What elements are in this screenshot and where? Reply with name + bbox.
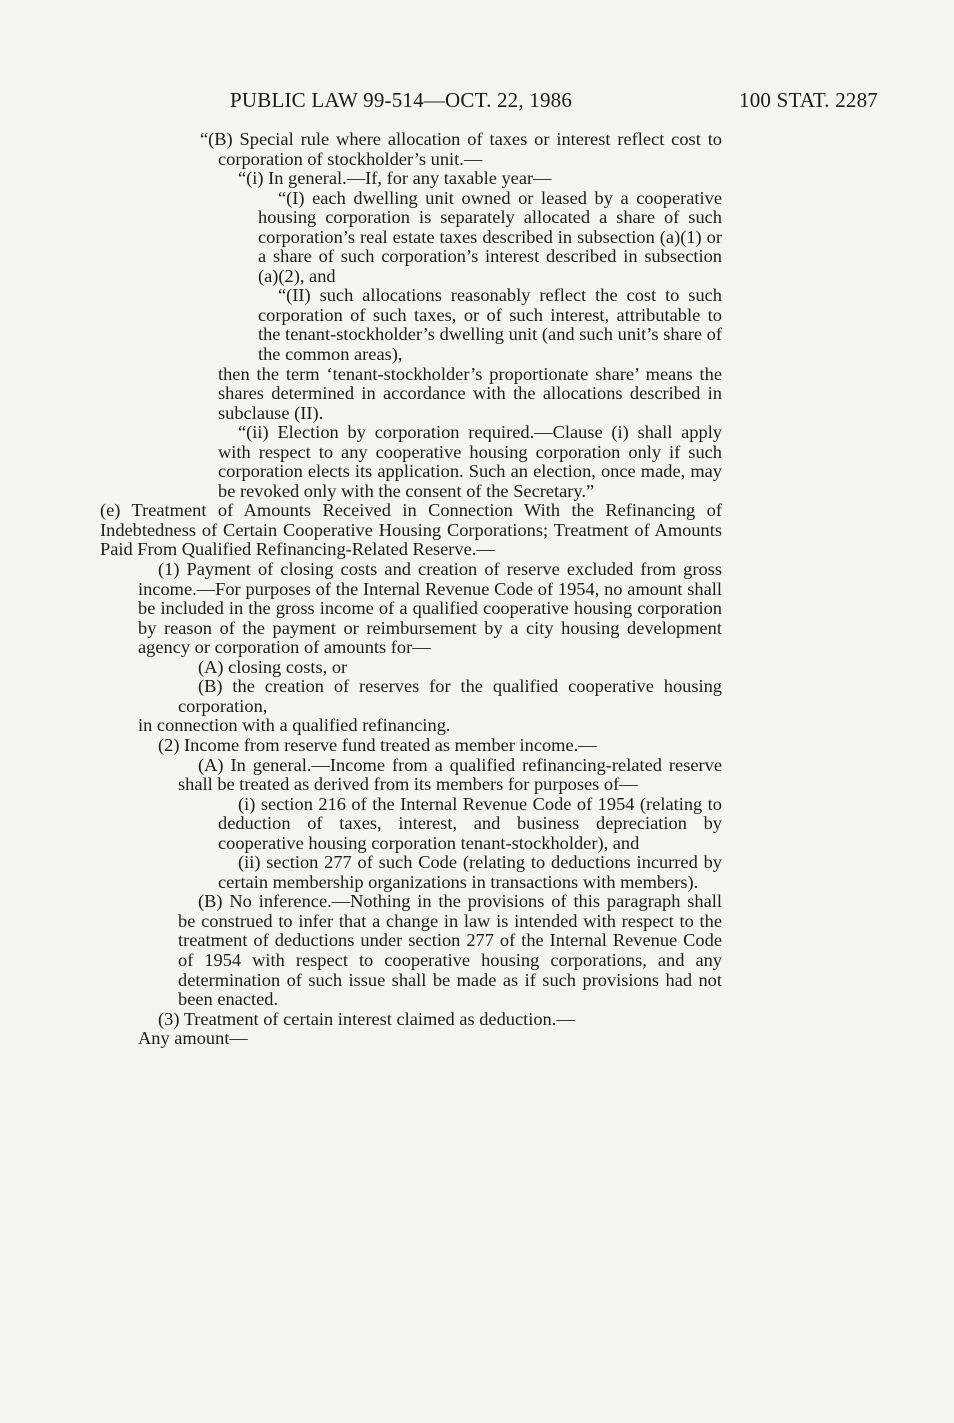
paragraph-3-heading: [100, 1010, 722, 1030]
header-stat-page: 100 STAT. 2287: [739, 88, 878, 112]
para-text: (ii) section 277 of such Code (relating to deductions incurred by certain membership organizations in transactions with members).: [218, 852, 722, 892]
para-text: (i) section 216 of the Internal Revenue Code of 1954 (relating to deduction of taxes, interest, and business depreciation by cooperative housing corporation tenant-stockholder), and: [218, 793, 722, 853]
statute-text: [100, 130, 722, 1049]
subsection-e-heading: [100, 501, 722, 560]
para-text: then the term ‘tenant-stockholder’s proportionate share’ means the shares determined in accordance with the allocations described in subclause (II).: [218, 363, 722, 423]
paragraph-2-B: [100, 892, 722, 1009]
para-text: “(II) such allocations reasonably reflect the cost to such corporation of such taxes, or of such interest, attributable to the tenant-stockholder’s dwelling unit (and such unit’s share of the common areas),: [258, 285, 722, 365]
para-text: (1) Payment of closing costs and creation of reserve excluded from gross income.—For purposes of the Internal Revenue Code of 1954, no amount shall be included in the gross income of a qualified cooperative housing corporation by reason of the payment or reimbursement by a city housing development agency or corporation of amounts for—: [138, 559, 722, 658]
paragraph-1-B: [100, 677, 722, 716]
paragraph-2-A-i: [100, 795, 722, 854]
para-text: in connection with a qualified refinancing.: [138, 715, 451, 736]
para-text: “(B) Special rule where allocation of taxes or interest reflect cost to corporation of stockholder’s unit.—: [200, 129, 722, 169]
paragraph-1-flush: [100, 716, 722, 736]
subparagraph-b-heading: [100, 130, 722, 169]
para-text: Any amount—: [138, 1028, 248, 1049]
para-text: (B) the creation of reserves for the qualified cooperative housing corporation,: [178, 676, 722, 716]
header-citation: PUBLIC LAW 99-514—OCT. 22, 1986: [230, 88, 573, 112]
subclause-II: [100, 286, 722, 364]
para-text: (A) In general.—Income from a qualified refinancing-related reserve shall be treated as derived from its members for purposes of—: [178, 754, 722, 795]
para-text: “(I) each dwelling unit owned or leased by a cooperative housing corporation is separately allocated a share of such corporation’s real estate taxes described in subsection (a)(1) or a share of such corporation’s interest described in subsection (a)(2), and: [258, 187, 722, 286]
para-text: (3) Treatment of certain interest claimed as deduction.—: [158, 1008, 575, 1029]
para-text: (B) No inference.—Nothing in the provisions of this paragraph shall be construed to infer that a change in law is intended with respect to the treatment of deductions under section 277 of the Internal Revenue Code of 1954 with respect to cooperative housing corporations, and any determination of such issue shall be made as if such provisions had not been enacted.: [178, 891, 722, 1010]
paragraph-3-lead: [100, 1029, 722, 1049]
clause-ii: [100, 423, 722, 501]
paragraph-1-A: [100, 658, 722, 678]
para-text: “(i) In general.—If, for any taxable year—: [238, 168, 552, 189]
para-text: “(ii) Election by corporation required.—Clause (i) shall apply with respect to any cooperative housing corporation only if such corporation elects its application. Such an election, once made, may be revoked only with the consent of the Secretary.”: [218, 422, 722, 501]
para-text: (A) closing costs, or: [198, 656, 348, 677]
paragraph-2-heading: [100, 736, 722, 756]
para-text: (e) Treatment of Amounts Received in Connection With the Refinancing of Indebtedness of Certain Cooperative Housing Corporations; Treatment of Amounts Paid From Qualified Refinancing-Related Reserve.—: [100, 500, 722, 560]
clause-i-heading: [100, 169, 722, 189]
para-text: (2) Income from reserve fund treated as member income.—: [158, 734, 597, 755]
paragraph-2-A: [100, 756, 722, 795]
clause-i-flush: [100, 365, 722, 424]
subclause-I: [100, 189, 722, 287]
paragraph-2-A-ii: [100, 853, 722, 892]
paragraph-1: [100, 560, 722, 658]
